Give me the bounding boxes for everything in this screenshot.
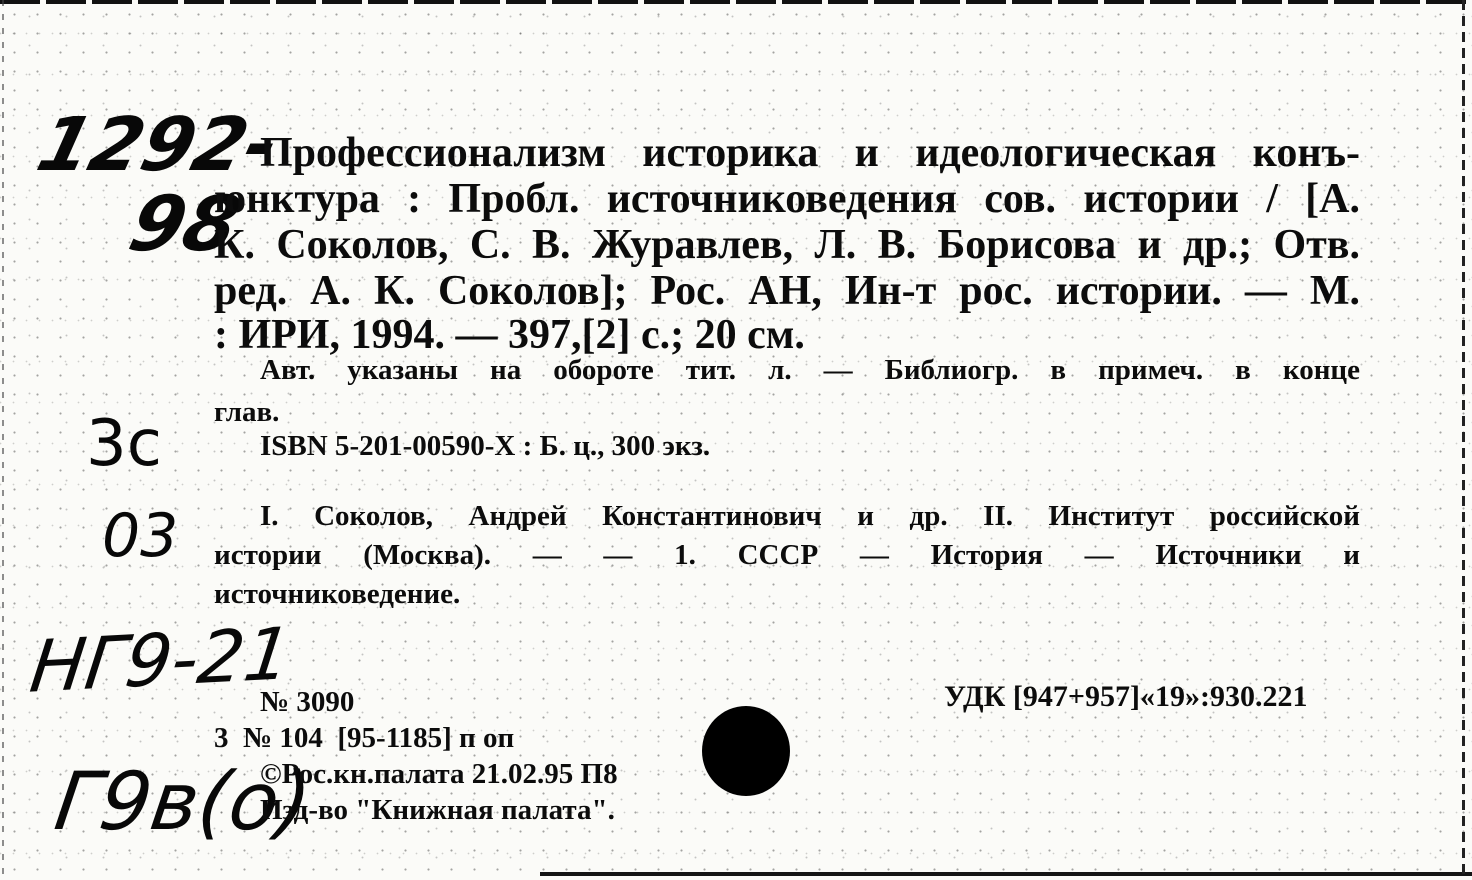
entry-title-line-4: ред. А. К. Соколов]; Рос. АН, Ин-т рос. истории. — М. <box>214 268 1360 314</box>
footer-copyright-line: ©Рос.кн.палата 21.02.95 П8 <box>260 758 618 790</box>
handwritten-call-number-line1: 1292- <box>29 102 288 188</box>
footer-udk: УДК [947+957]«19»:930.221 <box>944 680 1308 713</box>
handwritten-mark-zs: 3c <box>86 407 162 481</box>
entry-tracings-line-3: источниковедение. <box>214 578 461 610</box>
entry-isbn: ISBN 5-201-00590-X : Б. ц., 300 экз. <box>260 430 711 462</box>
entry-tracings-line-2: истории (Москва). — — 1. СССР — История — Источники и <box>214 539 1360 571</box>
entry-title-line-5: : ИРИ, 1994. — 397,[2] с.; 20 см. <box>214 312 805 358</box>
punch-hole <box>702 706 790 796</box>
handwritten-call-number-line2: 98 <box>121 179 249 268</box>
entry-tracings-line-1: I. Соколов, Андрей Константинович и др. II. Институт российской <box>260 500 1360 532</box>
footer-record-number: № 3090 <box>260 686 355 718</box>
entry-title-line-3: К. Соколов, С. В. Журавлев, Л. В. Борисова и др.; Отв. <box>214 222 1360 268</box>
entry-note-line-1: Авт. указаны на обороте тит. л. — Библиогр. в примеч. в конце <box>260 354 1360 386</box>
footer-line-2: 3 № 104 [95-1185] п оп <box>214 722 515 754</box>
card-left-edge <box>2 0 4 880</box>
entry-title-line-2: юнктура : Пробл. источниковедения сов. истории / [А. <box>214 176 1360 222</box>
card-right-edge <box>1462 0 1465 880</box>
footer-publisher: Изд-во "Книжная палата". <box>260 794 615 826</box>
handwritten-mark-03: 03 <box>102 501 179 571</box>
card-top-edge <box>0 0 1472 4</box>
entry-title-line-1: Профессионализм историка и идеологическая конъ- <box>260 130 1360 176</box>
handwritten-mark-g: Г9в(о) <box>49 755 317 848</box>
handwritten-mark-ng: НГ9-21 <box>25 611 296 709</box>
card-bottom-edge <box>540 872 1472 876</box>
entry-note-line-2: глав. <box>214 396 280 428</box>
